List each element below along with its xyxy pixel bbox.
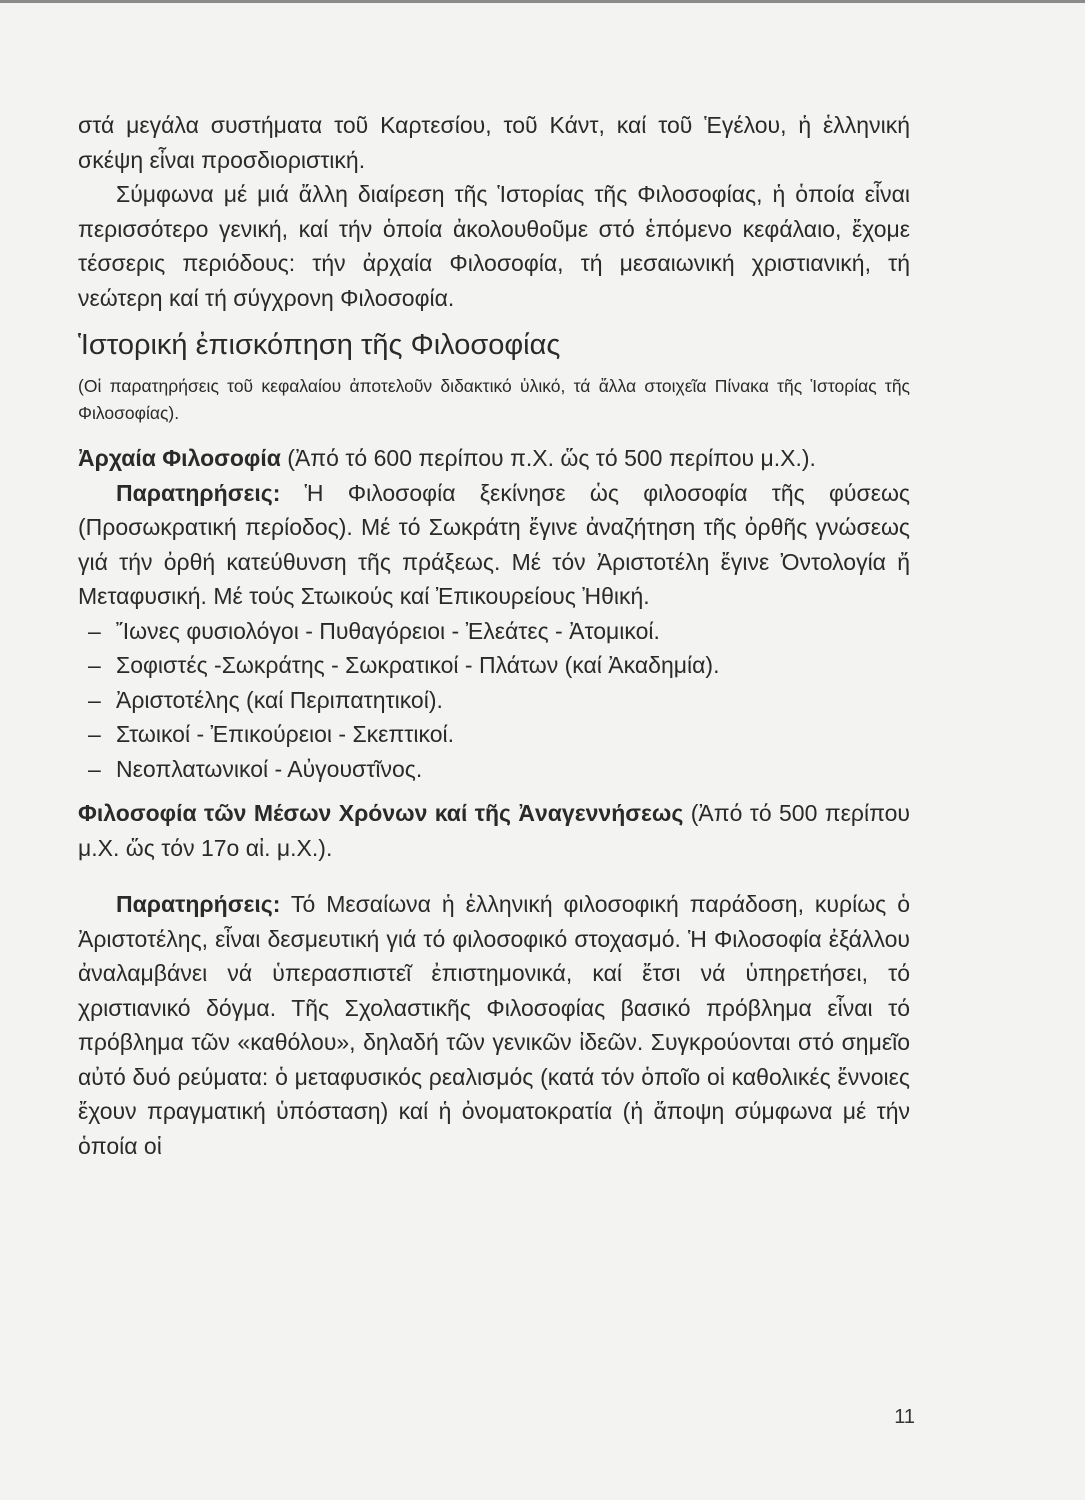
ancient-observations [78,476,910,614]
top-edge-rule [0,0,1085,3]
medieval-observations [78,887,910,1163]
dash-marker: – [88,617,101,644]
ancient-schools-list [78,614,910,787]
dash-marker: – [88,652,101,678]
medieval-philosophy-header [78,796,910,865]
dash-marker: – [88,755,101,782]
ancient-philosophy-header [78,441,910,476]
list-item-text: Σοφιστές -Σωκράτης - Σωκρατικοί - Πλάτων (καί Ἀκαδημία). [116,652,720,678]
dash-marker: – [88,686,101,713]
section-heading: Ἱστορική ἐπισκόπηση τῆς Φιλοσοφίας [78,329,561,361]
intro-paragraph: στά μεγάλα συστήματα τοῦ Καρτεσίου, τοῦ Κάντ, καί τοῦ Ἑγέλου, ἡ ἑλληνική σκέψη εἶναι προσδιοριστική. [78,112,910,173]
medieval-obs-text: Τό Μεσαίωνα ἡ ἑλληνική φιλοσοφική παράδοση, κυρίως ὁ Ἀριστοτέλης, εἶναι δεσμευτική γιά τό φιλοσοφικό στοχασμό. Ἡ Φιλοσοφία ἐξάλλου ἀναλαμβάνει νά ὑπερασπιστεῖ ἐπιστημονικά, καί ἔτσι νά ὑπηρετήσει, τό χριστιανικό δόγμα. Τῆς Σχολαστικῆς Φιλοσοφίας βασικό πρόβλημα εἶναι τό πρόβλημα τῶν «καθόλου», δηλαδή τῶν γενικῶν ἰδεῶν. Συγκρούονται στό σημεῖο αὐτό δυό ρεύματα: ὁ μεταφυσικός ρεαλισμός (κατά τόν ὁποῖο οἱ καθολικές ἔννοιες ἔχουν πραγματική ὑπόσταση) καί ἡ ὀνοματοκρατία (ἡ ἄποψη σύμφωνα μέ τήν ὁποία οἱ [78,891,910,1159]
division-paragraph: Σύμφωνα μέ μιά ἄλλη διαίρεση τῆς Ἱστορίας τῆς Φιλοσοφίας, ἡ ὁποία εἶναι περισσότερο γενική, καί τήν ὁποία ἀκολουθοῦμε στό ἑπόμενο κεφάλαιο, ἔχομε τέσσερις περιόδους: τήν ἀρχαία Φιλοσοφία, τή μεσαιωνική χριστιανική, τή νεώτερη καί τή σύγχρονη Φιλοσοφία. [78,181,910,311]
medieval-title: Φιλοσοφία τῶν Μέσων Χρόνων καί τῆς Ἀναγεννήσεως [78,800,684,826]
list-item [88,648,910,683]
ancient-obs-text: Ἡ Φιλοσοφία ξεκίνησε ὡς φιλοσοφία τῆς φύσεως (Προσωκρατική περίοδος). Μέ τό Σωκράτη ἔγινε ἀναζήτηση τῆς ὀρθῆς γνώσεως γιά τήν ὀρθή κατεύθυνση τῆς πράξεως. Μέ τόν Ἀριστοτέλη ἔγινε Ὀντολογία ἤ Μεταφυσική. Μέ τούς Στωικούς καί Ἐπικουρείους Ἠθική. [78,479,911,609]
ancient-obs-label: Παρατηρήσεις: [116,479,281,506]
medieval-obs-label: Παρατηρήσεις: [116,891,281,917]
editorial-note: (Οἱ παρατηρήσεις τοῦ κεφαλαίου ἀποτελοῦν διδακτικό ὑλικό, τά ἄλλα στοιχεῖα Πίνακα τῆς Ἱστορίας τῆς Φιλοσοφίας). [78,376,910,423]
list-item-text: Ἴωνες φυσιολόγοι - Πυθαγόρειοι - Ἐλεάτες - Ἀτομικοί. [116,617,660,644]
ancient-period: (Ἀπό τό 600 περίπου π.Χ. ὥς τό 500 περίπου μ.Χ.). [287,445,816,471]
list-item [88,717,910,752]
list-item-text: Ἀριστοτέλης (καί Περιπατητικοί). [116,686,443,713]
ancient-title: Ἀρχαία Φιλοσοφία [78,445,281,471]
page-body [78,108,910,1163]
list-item-text: Στωικοί - Ἐπικούρειοι - Σκεπτικοί. [116,721,454,747]
list-item-text: Νεοπλατωνικοί - Αὐγουστῖνος. [116,755,423,782]
list-item [88,752,910,787]
page-number: 11 [894,1406,915,1428]
medieval-period: (Ἀπό τό 500 περίπου μ.Χ. ὥς τόν 17ο αἰ. μ.Χ.). [78,800,911,861]
spacer [78,865,910,887]
list-item [88,614,910,649]
dash-marker: – [88,721,101,747]
list-item [88,683,910,718]
